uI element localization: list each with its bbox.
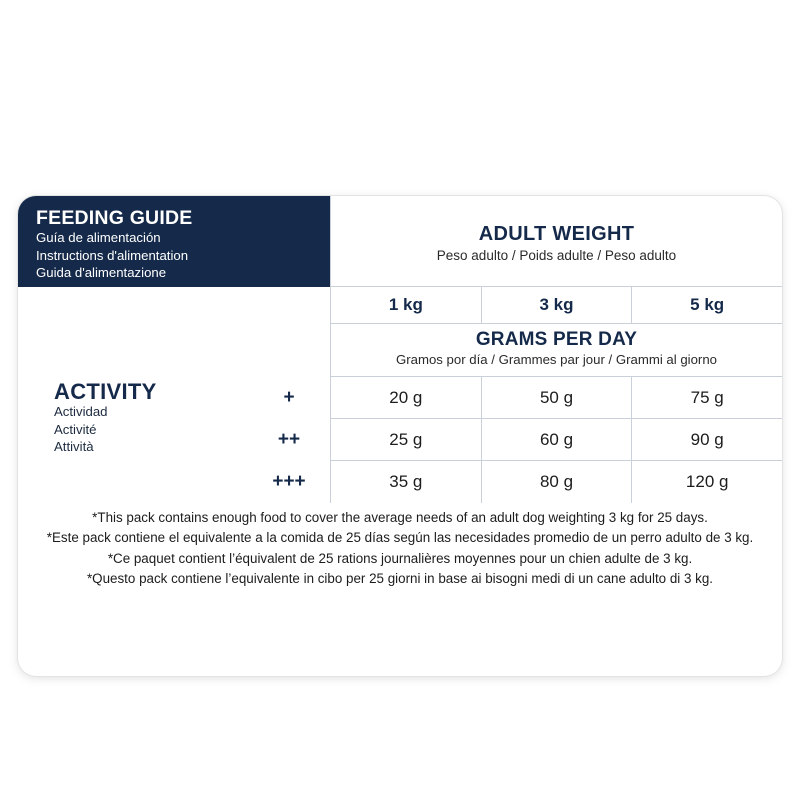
weight-column-1: 1 kg xyxy=(330,287,481,324)
adult-weight-header xyxy=(330,196,782,287)
grams-cell: 120 g xyxy=(631,461,782,503)
footnote-it: *Questo pack contiene l’equivalente in cibo per 25 giorni in base ai bisogni medi di un cane adulto di 3 kg. xyxy=(86,571,714,587)
activity-level-indicator: ++ xyxy=(277,429,301,450)
weight-column-headers xyxy=(330,287,782,324)
grams-cell: 50 g xyxy=(481,377,632,419)
activity-subtitle-es: Actividad xyxy=(54,404,108,420)
feeding-guide-panel xyxy=(18,196,782,676)
footnote-fr: *Ce paquet contient l’équivalent de 25 rations journalières moyennes pour un chien adulte de 3 kg. xyxy=(107,550,693,566)
weight-column-2: 3 kg xyxy=(481,287,632,324)
adult-weight-title: ADULT WEIGHT xyxy=(478,223,635,245)
grams-per-day-header xyxy=(330,324,782,377)
grams-cell: 25 g xyxy=(330,419,481,461)
activity-level-indicator: + xyxy=(283,387,295,408)
activity-title: ACTIVITY xyxy=(54,379,157,404)
grams-cell: 80 g xyxy=(481,461,632,503)
table-row xyxy=(248,461,782,503)
footnote-es: *Este pack contiene el equivalente a la comida de 25 días según las necesidades promedio de un perro adulto de 3 kg. xyxy=(46,530,754,546)
footnote-en: *This pack contains enough food to cover the average needs of an adult dog weighting 3 kg for 25 days. xyxy=(92,510,708,525)
grams-per-day-subtitle: Gramos por día / Grammes par jour / Grammi al giorno xyxy=(396,352,717,367)
feeding-guide-subtitle-fr: Instructions d'alimentation xyxy=(36,247,189,263)
feeding-guide-title: FEEDING GUIDE xyxy=(36,207,193,229)
grams-cell: 60 g xyxy=(481,419,632,461)
activity-level-indicator: +++ xyxy=(272,471,306,492)
table-row xyxy=(248,377,782,419)
weight-column-3: 5 kg xyxy=(631,287,782,324)
feeding-guide-header xyxy=(18,196,330,287)
activity-subtitle-fr: Activité xyxy=(54,421,97,437)
grams-cell: 75 g xyxy=(631,377,782,419)
table-row xyxy=(248,419,782,461)
feeding-guide-subtitle-it: Guida d'alimentazione xyxy=(36,264,167,280)
feeding-guide-subtitle-es: Guía de alimentación xyxy=(36,230,161,246)
grams-cell: 20 g xyxy=(330,377,481,419)
footnotes xyxy=(18,508,782,590)
activity-label-block xyxy=(54,380,254,456)
grams-cell: 35 g xyxy=(330,461,481,503)
grams-cell: 90 g xyxy=(631,419,782,461)
adult-weight-subtitle: Peso adulto / Poids adulte / Peso adulto xyxy=(436,248,677,263)
activity-subtitle-it: Attività xyxy=(54,439,94,455)
grams-per-day-title: GRAMS PER DAY xyxy=(475,329,638,350)
